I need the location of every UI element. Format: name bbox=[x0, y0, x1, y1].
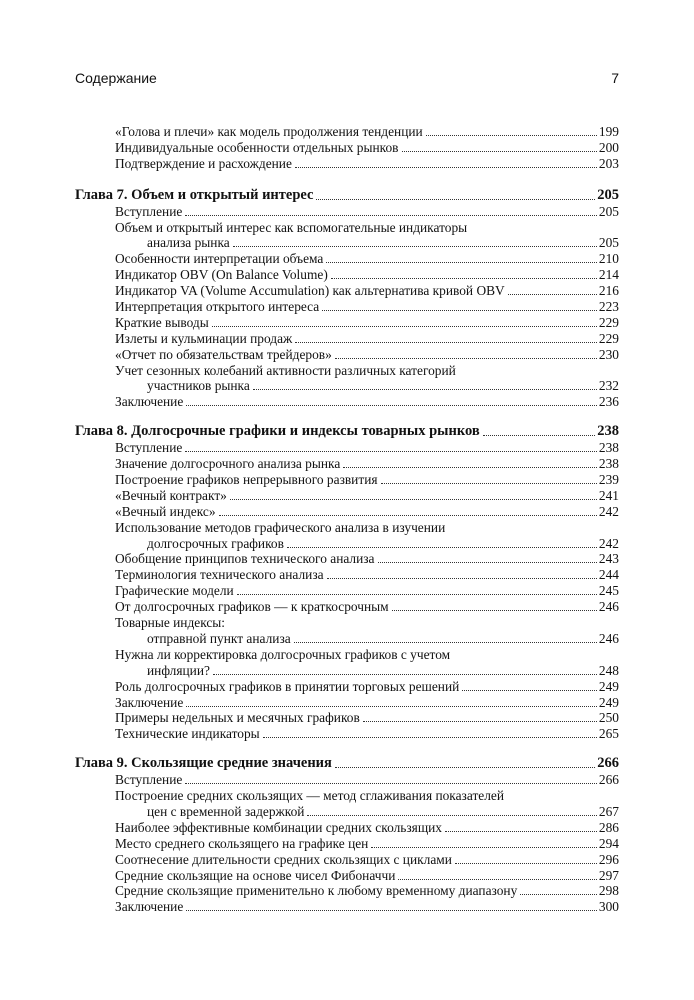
toc-entry-row[interactable] bbox=[115, 836, 619, 852]
dot-leader bbox=[378, 562, 597, 563]
dot-leader bbox=[233, 246, 597, 247]
toc-entry-title: Вступление bbox=[115, 772, 183, 788]
dot-leader bbox=[343, 467, 597, 468]
toc-entry-row[interactable] bbox=[115, 488, 619, 504]
toc-entry-row[interactable] bbox=[115, 788, 619, 804]
toc-entry-title: долгосрочных графиков bbox=[147, 535, 284, 551]
toc-entry-title: инфляции? bbox=[147, 662, 210, 678]
toc-entry-row[interactable] bbox=[115, 695, 619, 711]
dot-leader bbox=[327, 578, 597, 579]
toc-entry-row[interactable] bbox=[115, 299, 619, 315]
toc-chapter-row[interactable] bbox=[75, 186, 619, 204]
toc-entry-title: Место среднего скользящего на графике цен bbox=[115, 835, 369, 851]
toc-page-number: 205 bbox=[597, 186, 619, 203]
dot-leader bbox=[185, 451, 597, 452]
toc-page-number: 246 bbox=[598, 599, 619, 615]
toc-entry-title: Заключение bbox=[115, 394, 184, 410]
toc-entry-row[interactable] bbox=[147, 536, 619, 552]
toc-entry-title: Глава 8. Долгосрочные графики и индексы товарных рынков bbox=[75, 423, 480, 440]
toc-entry-title: участников рынка bbox=[147, 378, 250, 394]
toc-page-number: 266 bbox=[598, 772, 619, 788]
toc-entry-title: Построение графиков непрерывного развития bbox=[115, 472, 378, 488]
toc-page-number: 229 bbox=[598, 314, 619, 330]
toc-entry-row[interactable] bbox=[115, 363, 619, 379]
toc-entry-row[interactable] bbox=[115, 599, 619, 615]
toc-chapter-row[interactable] bbox=[75, 422, 619, 440]
toc-entry-title: Товарные индексы: bbox=[115, 615, 226, 631]
toc-entry-row[interactable] bbox=[115, 899, 619, 915]
toc-page-number: 249 bbox=[598, 694, 619, 710]
toc-entry-title: Особенности интерпретации объема bbox=[115, 251, 324, 267]
toc-entry-title: Индивидуальные особенности отдельных рынков bbox=[115, 139, 399, 155]
toc-page-number: 266 bbox=[597, 755, 619, 772]
dot-leader bbox=[520, 894, 597, 895]
toc-entry-title: Подтверждение и расхождение bbox=[115, 155, 292, 171]
toc-page-number: 238 bbox=[598, 440, 619, 456]
toc-page-number: 294 bbox=[598, 835, 619, 851]
toc-spacer bbox=[0, 172, 694, 186]
toc-page-number: 236 bbox=[598, 394, 619, 410]
table-of-contents bbox=[0, 124, 694, 915]
toc-entry-row[interactable] bbox=[115, 583, 619, 599]
toc-page-number: 239 bbox=[598, 472, 619, 488]
page-number: 7 bbox=[611, 70, 619, 86]
toc-entry-row[interactable] bbox=[115, 852, 619, 868]
toc-entry-title: отправной пункт анализа bbox=[147, 630, 291, 646]
dot-leader bbox=[213, 674, 597, 675]
toc-page-number: 286 bbox=[598, 819, 619, 835]
toc-entry-title: Краткие выводы bbox=[115, 314, 209, 330]
toc-page-number: 238 bbox=[598, 456, 619, 472]
toc-page-number: 246 bbox=[598, 630, 619, 646]
toc-page-number: 245 bbox=[598, 583, 619, 599]
toc-page-number: 200 bbox=[598, 139, 619, 155]
toc-page-number: 265 bbox=[598, 726, 619, 742]
toc-entry-row[interactable] bbox=[115, 504, 619, 520]
toc-entry-title: Средние скользящие применительно к любому временному диапазону bbox=[115, 883, 518, 899]
toc-entry-row[interactable] bbox=[115, 615, 619, 631]
toc-page-number: 199 bbox=[598, 124, 619, 139]
toc-page-number: 216 bbox=[598, 283, 619, 299]
toc-entry-title: Роль долгосрочных графиков в принятии торговых решений bbox=[115, 678, 460, 694]
dot-leader bbox=[185, 215, 597, 216]
toc-page-number: 267 bbox=[598, 803, 619, 819]
toc-entry-row[interactable] bbox=[115, 710, 619, 726]
toc-spacer bbox=[0, 742, 694, 754]
toc-entry-row[interactable] bbox=[115, 567, 619, 583]
toc-entry-row[interactable] bbox=[115, 315, 619, 331]
toc-entry-row[interactable] bbox=[115, 156, 619, 172]
dot-leader bbox=[363, 721, 597, 722]
toc-page-number: 241 bbox=[598, 487, 619, 503]
dot-leader bbox=[295, 167, 597, 168]
toc-page-number: 223 bbox=[598, 299, 619, 315]
toc-entry-title: Построение средних скользящих — метод сглаживания показателей bbox=[115, 788, 505, 804]
toc-entry-row[interactable] bbox=[147, 631, 619, 647]
toc-entry-row[interactable] bbox=[115, 472, 619, 488]
toc-entry-title: Объем и открытый интерес как вспомогательные индикаторы bbox=[115, 219, 468, 235]
toc-entry-title: Терминология технического анализа bbox=[115, 567, 324, 583]
toc-entry-title: анализа рынка bbox=[147, 235, 230, 251]
dot-leader bbox=[326, 262, 597, 263]
toc-entry-title: «Отчет по обязательствам трейдеров» bbox=[115, 346, 332, 362]
toc-entry-row[interactable] bbox=[115, 251, 619, 267]
toc-entry-row[interactable] bbox=[147, 663, 619, 679]
dot-leader bbox=[426, 135, 597, 136]
toc-entry-row[interactable] bbox=[115, 883, 619, 899]
dot-leader bbox=[508, 294, 597, 295]
dot-leader bbox=[185, 783, 597, 784]
toc-entry-row[interactable] bbox=[115, 283, 619, 299]
toc-chapter-row[interactable] bbox=[75, 754, 619, 772]
toc-entry-title: Учет сезонных колебаний активности различных категорий bbox=[115, 362, 456, 378]
toc-entry-title: Вступление bbox=[115, 203, 183, 219]
toc-entry-title: Нужна ли корректировка долгосрочных графиков с учетом bbox=[115, 646, 451, 662]
dot-leader bbox=[307, 815, 596, 816]
dot-leader bbox=[322, 310, 597, 311]
toc-page-number: 248 bbox=[598, 662, 619, 678]
toc-entry-title: Глава 7. Объем и открытый интерес bbox=[75, 186, 314, 203]
dot-leader bbox=[316, 199, 595, 200]
dot-leader bbox=[392, 610, 597, 611]
toc-entry-row[interactable] bbox=[115, 772, 619, 788]
toc-entry-row[interactable] bbox=[115, 394, 619, 410]
toc-entry-title: Графические модели bbox=[115, 583, 234, 599]
toc-entry-title: Индикатор OBV (On Balance Volume) bbox=[115, 267, 328, 283]
toc-entry-title: «Вечный индекс» bbox=[115, 503, 216, 519]
dot-leader bbox=[402, 151, 597, 152]
toc-entry-row[interactable] bbox=[115, 267, 619, 283]
toc-page-number: 249 bbox=[598, 678, 619, 694]
toc-entry-row[interactable] bbox=[115, 820, 619, 836]
toc-entry-title: Обобщение принципов технического анализа bbox=[115, 551, 375, 567]
dot-leader bbox=[186, 706, 597, 707]
dot-leader bbox=[287, 547, 597, 548]
dot-leader bbox=[230, 499, 597, 500]
toc-page-number: 214 bbox=[598, 267, 619, 283]
toc-page-number: 250 bbox=[598, 710, 619, 726]
toc-entry-row[interactable] bbox=[115, 140, 619, 156]
toc-entry-title: От долгосрочных графиков — к краткосрочным bbox=[115, 599, 389, 615]
toc-entry-title: Излеты и кульминации продаж bbox=[115, 330, 293, 346]
dot-leader bbox=[294, 642, 597, 643]
toc-entry-title: «Вечный контракт» bbox=[115, 487, 227, 503]
toc-entry-title: Примеры недельных и месячных графиков bbox=[115, 710, 360, 726]
toc-page-number: 230 bbox=[598, 346, 619, 362]
dot-leader bbox=[331, 278, 597, 279]
dot-leader bbox=[335, 358, 597, 359]
toc-entry-row[interactable] bbox=[147, 235, 619, 251]
dot-leader bbox=[263, 737, 597, 738]
dot-leader bbox=[335, 767, 595, 768]
toc-entry-row[interactable] bbox=[115, 347, 619, 363]
toc-page-number: 242 bbox=[598, 535, 619, 551]
toc-page-number: 205 bbox=[598, 235, 619, 251]
toc-entry-row[interactable] bbox=[147, 804, 619, 820]
toc-entry-row[interactable] bbox=[115, 520, 619, 536]
toc-page-number: 229 bbox=[598, 330, 619, 346]
toc-entry-row[interactable] bbox=[115, 647, 619, 663]
toc-entry-row[interactable] bbox=[147, 378, 619, 394]
dot-leader bbox=[455, 863, 597, 864]
toc-entry-title: Соотнесение длительности средних скользящих с циклами bbox=[115, 851, 452, 867]
toc-page-number: 238 bbox=[597, 423, 619, 440]
toc-entry-title: Использование методов графического анализа в изучении bbox=[115, 519, 446, 535]
toc-entry-title: Технические индикаторы bbox=[115, 726, 260, 742]
toc-entry-title: Средние скользящие на основе чисел Фибоначчи bbox=[115, 867, 396, 883]
toc-entry-title: цен с временной задержкой bbox=[147, 803, 305, 819]
dot-leader bbox=[381, 483, 597, 484]
dot-leader bbox=[186, 405, 597, 406]
dot-leader bbox=[462, 690, 597, 691]
toc-page-number: 244 bbox=[598, 567, 619, 583]
toc-entry-title: «Голова и плечи» как модель продолжения тенденции bbox=[115, 124, 423, 139]
toc-spacer bbox=[0, 410, 694, 422]
toc-page-number: 242 bbox=[598, 503, 619, 519]
toc-entry-row[interactable] bbox=[115, 456, 619, 472]
dot-leader bbox=[295, 342, 597, 343]
toc-page-number: 297 bbox=[598, 867, 619, 883]
toc-entry-title: Индикатор VA (Volume Accumulation) как альтернатива кривой OBV bbox=[115, 283, 505, 299]
toc-entry-row[interactable] bbox=[115, 551, 619, 567]
toc-entry-row[interactable] bbox=[115, 124, 619, 140]
toc-page-number: 205 bbox=[598, 203, 619, 219]
dot-leader bbox=[483, 435, 596, 436]
toc-page-number: 243 bbox=[598, 551, 619, 567]
toc-page-number: 296 bbox=[598, 851, 619, 867]
dot-leader bbox=[398, 879, 597, 880]
dot-leader bbox=[237, 594, 597, 595]
dot-leader bbox=[212, 326, 597, 327]
toc-entry-title: Заключение bbox=[115, 899, 184, 915]
toc-entry-row[interactable] bbox=[115, 868, 619, 884]
running-header bbox=[75, 70, 619, 90]
toc-entry-title: Заключение bbox=[115, 694, 184, 710]
dot-leader bbox=[253, 389, 597, 390]
dot-leader bbox=[371, 847, 597, 848]
toc-page-number: 210 bbox=[598, 251, 619, 267]
toc-entry-title: Глава 9. Скользящие средние значения bbox=[75, 755, 332, 772]
dot-leader bbox=[219, 515, 597, 516]
toc-entry-title: Наиболее эффективные комбинации средних скользящих bbox=[115, 819, 443, 835]
toc-page-number: 298 bbox=[598, 883, 619, 899]
toc-entry-row[interactable] bbox=[115, 331, 619, 347]
toc-page-number: 232 bbox=[598, 378, 619, 394]
toc-entry-title: Вступление bbox=[115, 440, 183, 456]
dot-leader bbox=[186, 910, 597, 911]
toc-entry-title: Значение долгосрочного анализа рынка bbox=[115, 456, 341, 472]
toc-page-number: 300 bbox=[598, 899, 619, 915]
toc-entry-row[interactable] bbox=[115, 204, 619, 220]
dot-leader bbox=[445, 831, 597, 832]
toc-entry-row[interactable] bbox=[115, 440, 619, 456]
toc-entry-row[interactable] bbox=[115, 220, 619, 236]
running-header-title: Содержание bbox=[75, 70, 157, 86]
toc-page-number: 203 bbox=[598, 155, 619, 171]
toc-entry-row[interactable] bbox=[115, 679, 619, 695]
toc-entry-title: Интерпретация открытого интереса bbox=[115, 299, 320, 315]
toc-entry-row[interactable] bbox=[115, 726, 619, 742]
